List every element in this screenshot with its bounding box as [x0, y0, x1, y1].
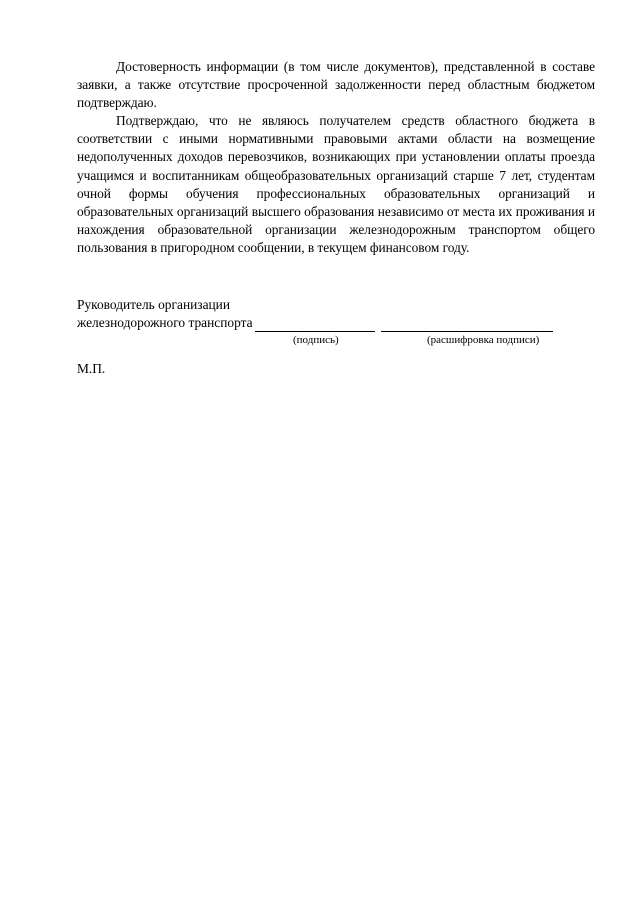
- signature-captions: [77, 332, 597, 348]
- signer-role-line2-row: [77, 314, 597, 332]
- signature-block: [77, 296, 597, 348]
- name-transcript-caption: (расшифровка подписи): [427, 334, 540, 346]
- name-transcript-blank-line: [381, 317, 553, 332]
- paragraph-confirmation-accuracy: Достоверность информации (в том числе документов), представленной в составе заявки, а также отсутствие просроченной задолженности перед областным бюджетом подтверждаю.: [77, 59, 595, 111]
- signature-caption: (подпись): [293, 334, 339, 346]
- stamp-place-label: М.П.: [77, 361, 106, 376]
- signer-role-line1: Руководитель организации: [77, 297, 231, 312]
- document-body: [77, 58, 595, 257]
- signature-blank-line: [255, 317, 375, 332]
- signer-role-line2: железнодорожного транспорта: [77, 315, 253, 330]
- paragraph-confirmation-non-recipient: Подтверждаю, что не являюсь получателем средств областного бюджета в соответствии с иными нормативными правовыми актами области на возмещение недополученных доходов перевозчиков, возникающих при установлении оплаты проезда учащимся и воспитанникам общеобразовательных организаций старше 7 лет, студентам очной формы обучения профессиональных образовательных организаций и образовательных организаций высшего образования независимо от места их проживания и нахождения образовательной организации железнодорожным транспортом общего пользования в пригородном сообщении, в текущем финансовом году.: [77, 113, 595, 255]
